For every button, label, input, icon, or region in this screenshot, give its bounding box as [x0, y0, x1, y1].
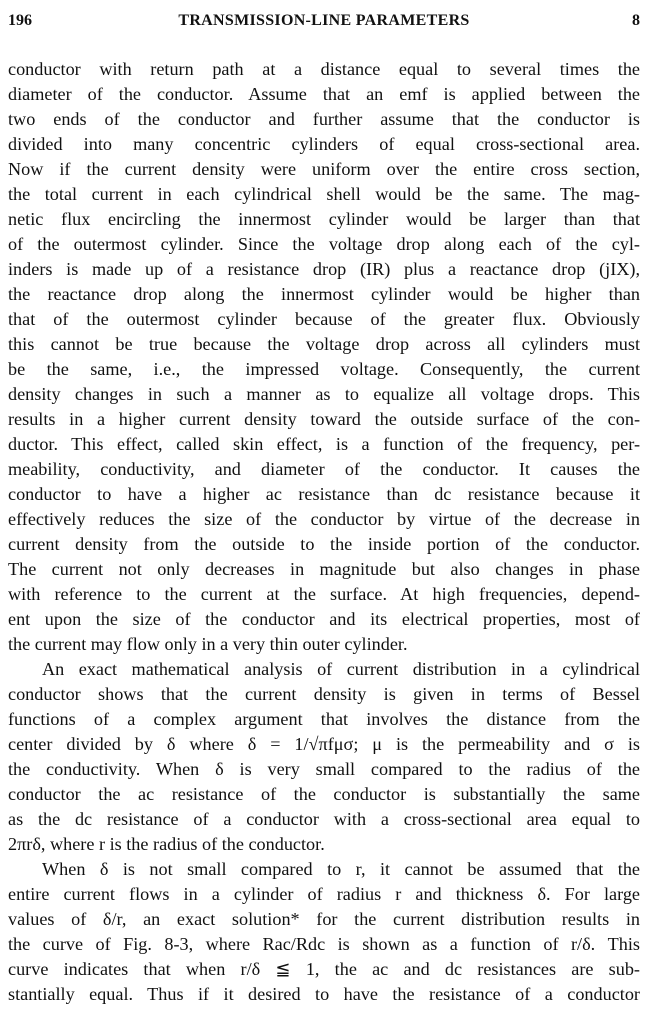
text-line: effectively reduces the size of the conductor by virtue of the decrease in	[8, 509, 640, 529]
text-line: results in a higher current density toward the outside surface of the con-	[8, 409, 640, 429]
text-line: the curve of Fig. 8-3, where Rac/Rdc is shown as a function of r/δ. This	[8, 934, 640, 954]
text-line: When δ is not small compared to r, it cannot be assumed that the	[42, 859, 640, 879]
text-line: 2πrδ, where r is the radius of the conductor.	[8, 834, 325, 854]
paragraph-1	[8, 57, 640, 657]
page-number: 196	[8, 12, 32, 29]
text-line: divided into many concentric cylinders of equal cross-sectional area.	[8, 134, 640, 154]
text-line: values of δ/r, an exact solution* for the current distribution results in	[8, 909, 640, 929]
text-line: netic flux encircling the innermost cylinder would be larger than that	[8, 209, 640, 229]
text-line: with reference to the current at the surface. At high frequencies, depend-	[8, 584, 640, 604]
page-header	[8, 12, 640, 38]
text-line: ent upon the size of the conductor and its electrical properties, most of	[8, 609, 640, 629]
text-line: density changes in such a manner as to equalize all voltage drops. This	[8, 384, 640, 404]
running-title: TRANSMISSION-LINE PARAMETERS	[178, 12, 470, 29]
text-line: the total current in each cylindrical shell would be the same. The mag-	[8, 184, 640, 204]
text-line: diameter of the conductor. Assume that an emf is applied between the	[8, 84, 640, 104]
text-line: center divided by δ where δ = 1/√πfμσ; μ is the permeability and σ is	[8, 734, 640, 754]
text-line: meability, conductivity, and diameter of the conductor. It causes the	[8, 459, 640, 479]
text-line: conductor shows that the current density is given in terms of Bessel	[8, 684, 640, 704]
text-line: stantially equal. Thus if it desired to have the resistance of a conductor	[8, 984, 640, 1004]
text-line: Now if the current density were uniform over the entire cross section,	[8, 159, 640, 179]
text-line: The current not only decreases in magnitude but also changes in phase	[8, 559, 640, 579]
text-line: An exact mathematical analysis of current distribution in a cylindrical	[42, 659, 640, 679]
text-line: the conductivity. When δ is very small compared to the radius of the	[8, 759, 640, 779]
text-line: entire current flows in a cylinder of radius r and thickness δ. For large	[8, 884, 640, 904]
text-line: the current may flow only in a very thin outer cylinder.	[8, 634, 408, 654]
text-line: conductor the ac resistance of the conductor is substantially the same	[8, 784, 640, 804]
text-line: of the outermost cylinder. Since the voltage drop along each of the cyl-	[8, 234, 640, 254]
text-line: the reactance drop along the innermost cylinder would be higher than	[8, 284, 640, 304]
text-line: conductor with return path at a distance equal to several times the	[8, 59, 640, 79]
chapter-number: 8	[632, 12, 640, 29]
text-line: conductor to have a higher ac resistance than dc resistance because it	[8, 484, 640, 504]
text-line: curve indicates that when r/δ ≦ 1, the ac and dc resistances are sub-	[8, 959, 640, 979]
text-line: ductor. This effect, called skin effect, is a function of the frequency, per-	[8, 434, 640, 454]
paragraph-3	[8, 857, 640, 1007]
text-line: two ends of the conductor and further assume that the conductor is	[8, 109, 640, 129]
text-line: functions of a complex argument that involves the distance from the	[8, 709, 640, 729]
paragraph-2	[8, 657, 640, 857]
text-line: that of the outermost cylinder because of the greater flux. Obviously	[8, 309, 640, 329]
text-line: as the dc resistance of a conductor with a cross-sectional area equal to	[8, 809, 640, 829]
body-text	[8, 57, 640, 1007]
text-line: inders is made up of a resistance drop (IR) plus a reactance drop (jIX),	[8, 259, 640, 279]
text-line: this cannot be true because the voltage drop across all cylinders must	[8, 334, 640, 354]
text-line: be the same, i.e., the impressed voltage. Consequently, the current	[8, 359, 640, 379]
text-line: current density from the outside to the inside portion of the conductor.	[8, 534, 640, 554]
